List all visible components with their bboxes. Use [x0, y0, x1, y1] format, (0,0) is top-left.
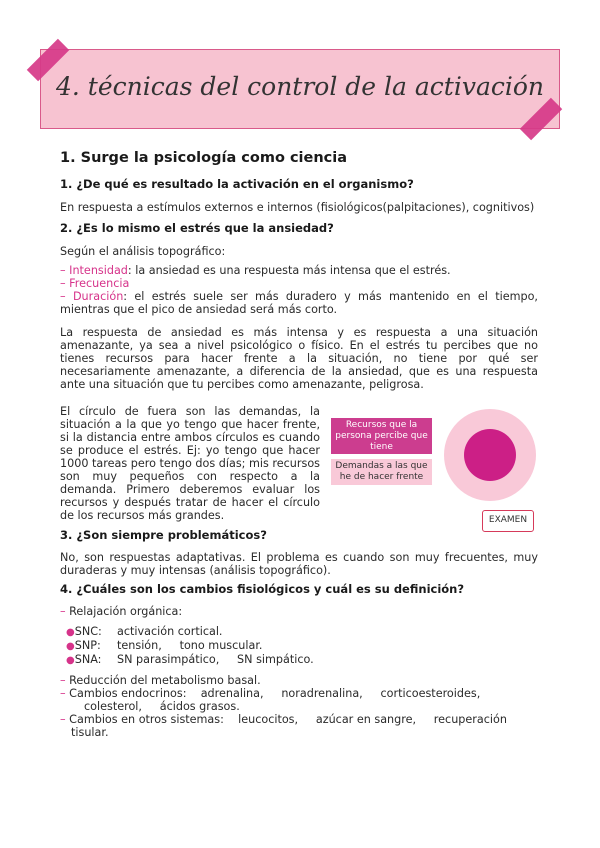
system-row: ●SNA:	[66, 653, 102, 666]
system-desc: tensión, tono muscular.	[117, 639, 263, 652]
resources-circle	[464, 429, 516, 481]
question-3: 3. ¿Son siempre problemáticos?	[60, 528, 267, 542]
resources-label: Recursos que la persona percibe que tiene	[331, 418, 432, 454]
paragraph-circles: El círculo de fuera son las demandas, la situación a la que yo tengo que hacer frente, si la distancia entre ambos círculos es cuando se produce el estrés. Ej: yo tengo que hacer 1000 tareas pero tengo dos días; mis recursos son muy pequeños con respecto a la demanda. Primero deberemos evaluar los recursos y después tratar de hacer el círculo de los recursos más grandes.	[60, 405, 320, 522]
answer-3: No, son respuestas adaptativas. El problema es cuando son muy frecuentes, muy duraderas y muy intensas (análisis topográfico).	[60, 551, 538, 577]
list-item: – Duración: el estrés suele ser más duradero y más mantenido en el tiempo, mientras que el pico de ansiedad será más corto.	[60, 290, 538, 316]
list-item: – Intensidad: la ansiedad es una respuesta más intensa que el estrés.	[60, 264, 451, 277]
q2-intro: Según el análisis topográfico:	[60, 245, 226, 258]
stress-circles-diagram	[443, 408, 537, 502]
demands-label: Demandas a las que he de hacer frente	[331, 459, 432, 485]
term-duration: Duración	[72, 290, 124, 303]
term-intensity: Intensidad	[69, 264, 128, 277]
exam-badge: EXAMEN	[482, 510, 534, 532]
question-1: 1. ¿De qué es resultado la activación en el organismo?	[60, 177, 414, 191]
relaxation-label: – Relajación orgánica:	[60, 605, 183, 618]
system-row: ●SNP:	[66, 639, 101, 652]
list-item-continued: colesterol, ácidos grasos.	[84, 700, 240, 713]
question-4: 4. ¿Cuáles son los cambios fisiológicos y cuál es su definición?	[60, 582, 465, 596]
system-row: ●SNC:	[66, 625, 102, 638]
list-item: – Cambios endocrinos: adrenalina, noradrenalina, corticoesteroides,	[60, 687, 481, 700]
system-desc: activación cortical.	[117, 625, 223, 638]
list-item: – Frecuencia	[60, 277, 130, 290]
list-item: – Cambios en otros sistemas: leucocitos, azúcar en sangre, recuperación	[60, 713, 507, 726]
paragraph-anxiety: La respuesta de ansiedad es más intensa y es respuesta a una situación amenazante, ya sea a nivel psicológico o físico. En el estrés tu percibes que no tienes recursos para hacer frente a la situación, no tiene por qué ser necesariamente amenazante, a diferencia de la ansiedad, que es una respuesta ante una situación que tu percibes como amenazante, peligrosa.	[60, 326, 538, 391]
list-item-continued: tisular.	[71, 726, 109, 739]
section-heading: 1. Surge la psicología como ciencia	[60, 150, 348, 166]
page-title: 4. técnicas del control de la activación	[55, 72, 545, 101]
answer-1: En respuesta a estímulos externos e internos (fisiológicos(palpitaciones), cognitivos)	[60, 201, 535, 214]
list-item: – Reducción del metabolismo basal.	[60, 674, 261, 687]
title-banner	[40, 49, 560, 129]
system-desc: SN parasimpático, SN simpático.	[117, 653, 314, 666]
term-frequency: Frecuencia	[69, 277, 130, 290]
question-2: 2. ¿Es lo mismo el estrés que la ansiedad?	[60, 221, 334, 235]
